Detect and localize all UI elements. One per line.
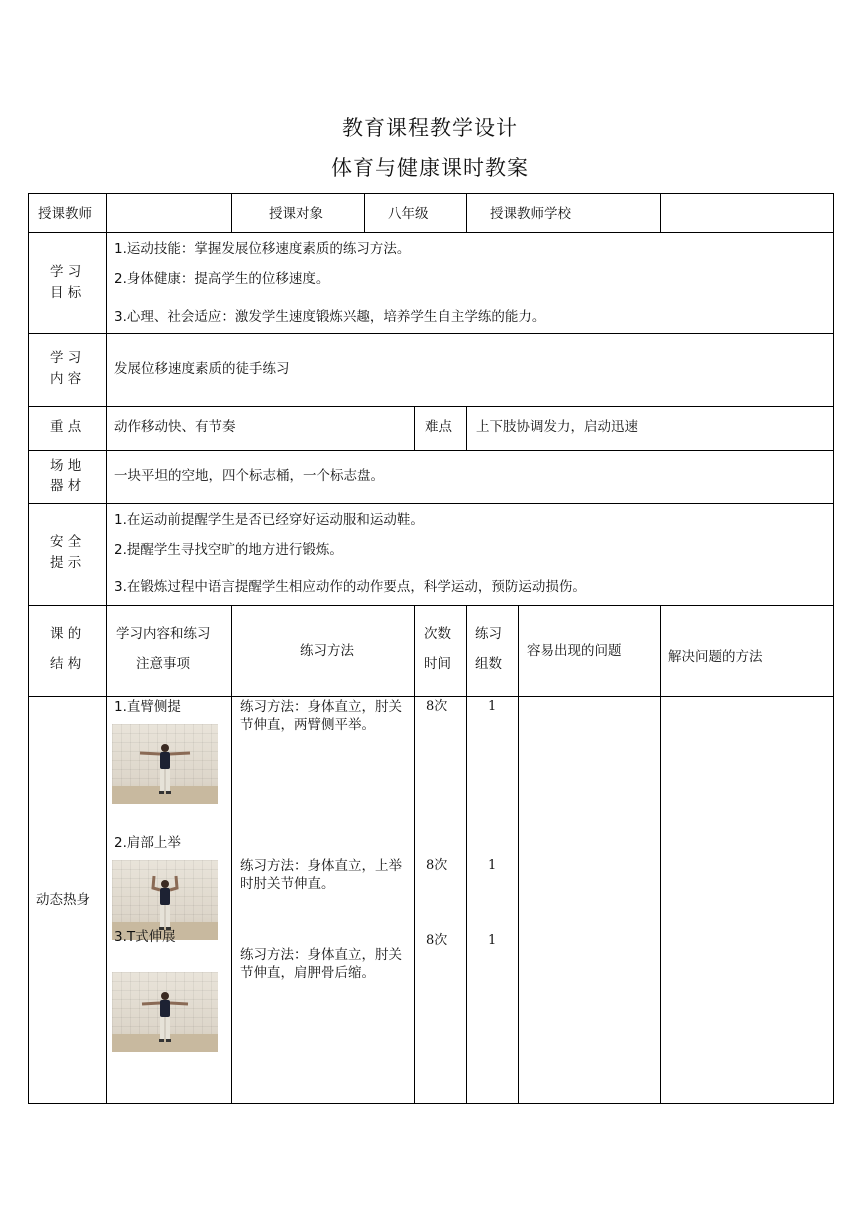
col-groups-header-2: 组数 <box>475 656 502 672</box>
exercise-name: 3.T式伸展 <box>114 929 176 945</box>
venue-label-1: 场 地 <box>50 458 82 474</box>
col-content-header-1: 学习内容和练习 <box>116 626 211 642</box>
safety-item: 3.在锻炼过程中语言提醒学生相应动作的动作要点，科学运动，预防运动损伤。 <box>114 579 586 595</box>
objective-item: 3.心理、社会适应：激发学生速度锻炼兴趣，培养学生自主学练的能力。 <box>114 309 546 325</box>
content-label-2: 内 容 <box>50 371 82 387</box>
audience-value: 八年级 <box>388 206 429 222</box>
col-count-header-2: 时间 <box>424 656 451 672</box>
exercise-name: 2.肩部上举 <box>114 835 181 851</box>
col-solutions-header: 解决问题的方法 <box>668 649 763 665</box>
venue-text: 一块平坦的空地，四个标志桶，一个标志盘。 <box>114 468 384 484</box>
exercise-method: 练习方法：身体直立，肘关节伸直，肩胛骨后缩。 <box>240 947 402 981</box>
difficulty-text: 上下肢协调发力，启动迅速 <box>476 419 638 435</box>
exercise-groups: 1 <box>488 933 497 948</box>
exercise-count: 8次 <box>426 933 448 948</box>
exercise-groups: 1 <box>488 699 497 714</box>
document-subtitle: 体育与健康课时教案 <box>331 156 529 180</box>
teacher-label: 授课教师 <box>38 206 92 222</box>
col-count-header-1: 次数 <box>424 626 451 642</box>
structure-label-1: 课 的 <box>50 626 82 642</box>
safety-label-1: 安 全 <box>50 534 82 550</box>
warmup-section-label: 动态热身 <box>36 892 90 908</box>
safety-item: 1.在运动前提醒学生是否已经穿好运动服和运动鞋。 <box>114 512 424 528</box>
structure-label-2: 结 构 <box>50 656 82 672</box>
keypoint-text: 动作移动快、有节奏 <box>114 419 236 435</box>
exercise-groups: 1 <box>488 858 497 873</box>
exercise-count: 8次 <box>426 699 448 714</box>
arms-sideways-photo <box>112 724 218 804</box>
objectives-label-2: 目 标 <box>50 285 82 301</box>
difficulty-label: 难点 <box>425 419 452 435</box>
col-groups-header-1: 练习 <box>475 626 502 642</box>
keypoint-label: 重 点 <box>50 419 82 435</box>
objective-item: 2.身体健康：提高学生的位移速度。 <box>114 271 330 287</box>
exercise-count: 8次 <box>426 858 448 873</box>
content-text: 发展位移速度素质的徒手练习 <box>114 361 290 377</box>
document-title: 教育课程教学设计 <box>342 116 518 140</box>
t-stretch-photo <box>112 972 218 1052</box>
exercise-method: 练习方法：身体直立，上举时肘关节伸直。 <box>240 858 402 892</box>
venue-label-2: 器 材 <box>50 478 82 494</box>
exercise-method: 练习方法：身体直立，肘关节伸直，两臂侧平举。 <box>240 699 402 733</box>
col-method-header: 练习方法 <box>300 643 354 659</box>
col-problems-header: 容易出现的问题 <box>527 643 622 659</box>
content-label-1: 学 习 <box>50 350 82 366</box>
objectives-label-1: 学 习 <box>50 264 82 280</box>
audience-label: 授课对象 <box>269 206 323 222</box>
objective-item: 1.运动技能：掌握发展位移速度素质的练习方法。 <box>114 241 411 257</box>
safety-label-2: 提 示 <box>50 555 82 571</box>
exercise-name: 1.直臂侧提 <box>114 699 181 715</box>
school-label: 授课教师学校 <box>490 206 571 222</box>
safety-item: 2.提醒学生寻找空旷的地方进行锻炼。 <box>114 542 343 558</box>
col-content-header-2: 注意事项 <box>136 656 190 672</box>
